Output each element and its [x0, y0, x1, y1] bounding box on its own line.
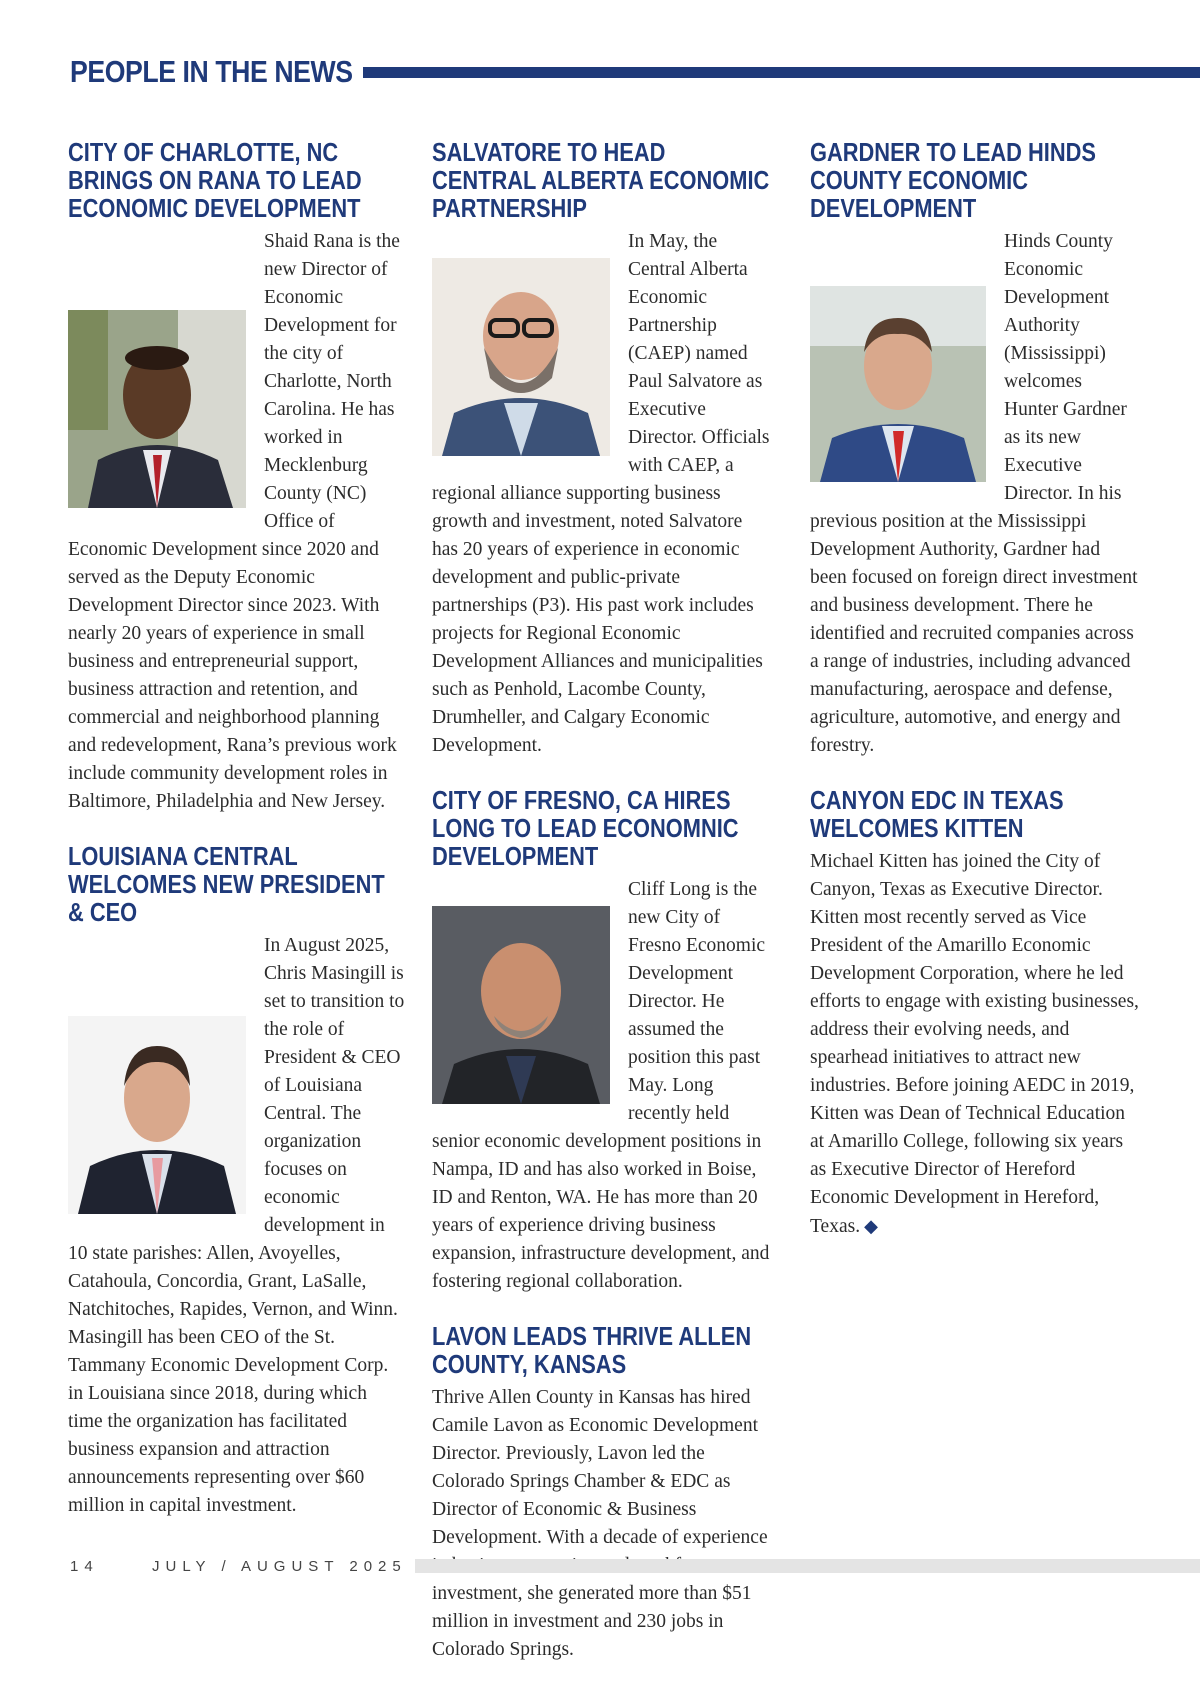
page-footer	[70, 1554, 1200, 1578]
article-body: Thrive Allen County in Kansas has hired Camile Lavon as Economic Development Director. Previously, Lavon led the Colorado Springs Chamber & EDC as Director of Economic & Business Development. With a decade of experience investment, she generated more than $51 million in investment and 230 jobs in Colorado Springs.	[432, 1387, 768, 1660]
article-headline: CITY OF FRESNO, CA HIRES LONG TO LEAD ECONOMNIC DEVELOPMENT	[432, 785, 739, 871]
article-body: Cliff Long is the new City of Fresno Economic Development Director. He assumed the position this past May. Long recently held senior economic development positions in Nampa, ID and has also worked in Boise, ID and Renton, WA. He has more than 20 years of experience driving business expansion, infrastructure development, and fostering regional collaboration.	[432, 879, 770, 1292]
column-middle	[432, 138, 772, 1690]
article-body	[810, 848, 1140, 1241]
section-rule	[363, 67, 1200, 78]
portrait-photo-masingill	[68, 1016, 246, 1214]
column-left	[68, 138, 406, 1546]
article-body: In August 2025, Chris Masingill is set to transition to the role of President & CEO of Louisiana Central. The organization focuses on economic development in 10 state parishes: Allen, Avoyelles, Catahoula, Concordia, Grant, LaSalle, Natchitoches, Rapides, Vernon, and Winn. Masingill has been CEO of the St. Tammany Economic Development Corp. in Louisiana since 2018, during which time the organization has facilitated business expansion and attraction announcements representing over $60 million in capital investment.	[68, 935, 405, 1516]
article-body: Hinds County Economic Development Authority (Mississippi) welcomes Hunter Gardner as its new Executive Director. In his previous position at the Mississippi Development Authority, Gardner had been focused on foreign direct investment and business development. There he identified and recruited companies across a range of industries, including advanced manufacturing, aerospace and defense, agriculture, automotive, and energy and forestry.	[810, 231, 1138, 756]
portrait-photo-rana	[68, 310, 246, 508]
footer-rule	[415, 1559, 1200, 1573]
article-lavon	[432, 1322, 772, 1664]
article-salvatore	[432, 138, 772, 760]
article-headline: LOUISIANA CENTRAL WELCOMES NEW PRESIDENT & CEO	[68, 841, 385, 927]
section-title: PEOPLE IN THE NEWS	[70, 54, 353, 89]
column-right	[810, 138, 1140, 1267]
article-kitten	[810, 786, 1140, 1241]
article-headline: SALVATORE TO HEAD CENTRAL ALBERTA ECONOMIC PARTNERSHIP	[432, 137, 770, 223]
article-body: In May, the Central Alberta Economic Partnership (CAEP) named Paul Salvatore as Executive Director. Officials with CAEP, a regional alliance supporting business growth and investment, noted Salvatore has 20 years of experience in economic development and public-private partnerships (P3). His past work includes projects for Regional Economic Development Alliances and municipalities such as Penhold, Lacombe County, Drumheller, and Calgary Economic Development.	[432, 231, 770, 756]
article-long	[432, 786, 772, 1296]
article-headline: CANYON EDC IN TEXAS WELCOMES KITTEN	[810, 785, 1064, 843]
issue-label: JULY / AUGUST 2025	[152, 1557, 407, 1575]
article-masingill	[68, 842, 406, 1520]
page-number: 14	[70, 1557, 99, 1575]
article-gardner	[810, 138, 1140, 760]
article-rana	[68, 138, 406, 816]
article-body: Shaid Rana is the new Director of Economic Development for the city of Charlotte, North Carolina. He has worked in Mecklenburg County (NC) Office of Economic Development since 2020 and served as the Deputy Economic Development Director since 2023. With nearly 20 years of experience in small business and entrepreneurial support, business attraction and retention, and commercial and neighborhood planning and redevelopment, Rana’s previous work include community development roles in Baltimore, Philadelphia and New Jersey.	[68, 231, 400, 812]
portrait-photo-long	[432, 906, 610, 1104]
portrait-photo-gardner	[810, 286, 986, 482]
article-headline: CITY OF CHARLOTTE, NC BRINGS ON RANA TO LEAD ECONOMIC DEVELOPMENT	[68, 137, 362, 223]
portrait-photo-salvatore	[432, 258, 610, 456]
section-header	[70, 52, 1200, 92]
article-headline: LAVON LEADS THRIVE ALLEN COUNTY, KANSAS	[432, 1321, 752, 1379]
end-mark-icon: ◆	[864, 1216, 878, 1236]
article-body-text: Michael Kitten has joined the City of Canyon, Texas as Executive Director. Kitten most recently served as Vice President of the Amarillo Economic Development Corporation, where he led efforts to engage with existing businesses, address their evolving needs, and spearhead initiatives to attract new industries. Before joining AEDC in 2019, Kitten was Dean of Technical Education at Amarillo College, following six years as Executive Director of Hereford Economic Development in Hereford, Texas.	[810, 851, 1139, 1237]
article-headline: GARDNER TO LEAD HINDS COUNTY ECONOMIC DEVELOPMENT	[810, 137, 1096, 223]
